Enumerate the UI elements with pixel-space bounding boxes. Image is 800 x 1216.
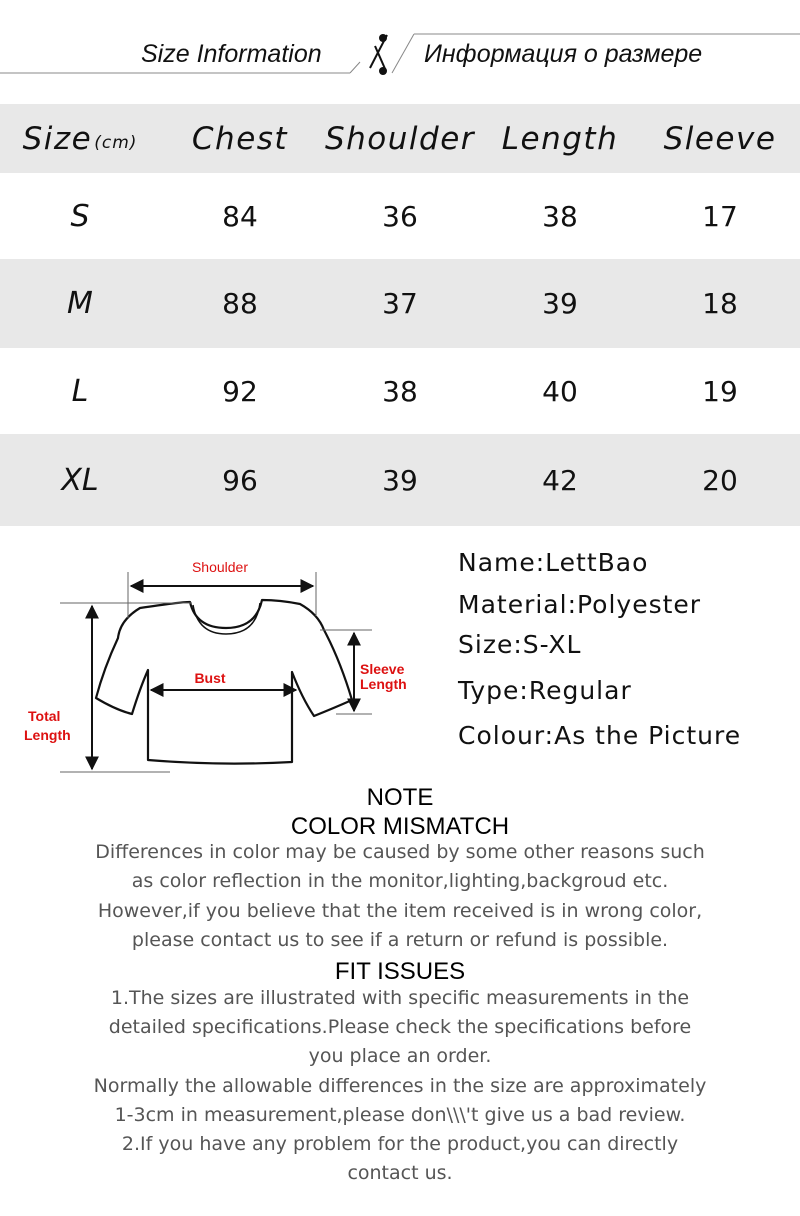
spec-size: Size:S-XL	[458, 630, 582, 659]
size-cell: L	[71, 373, 89, 409]
shoulder-cell: 37	[382, 287, 418, 320]
spec-name: Name:LettBao	[458, 548, 649, 577]
spec-type: Type:Regular	[458, 676, 632, 705]
table-row	[0, 434, 800, 526]
tshirt-measurement-diagram	[20, 548, 440, 784]
sleeve-cell: 18	[702, 287, 738, 320]
mismatch-line: Differences in color may be caused by some other reasons such	[95, 841, 705, 863]
shoulder-label: Shoulder	[191, 559, 249, 575]
sleeve-cell: 19	[702, 374, 738, 408]
length-cell: 40	[542, 374, 578, 408]
sleeve-length-label-1: Sleeve	[360, 661, 405, 677]
header-length: Length	[501, 120, 619, 157]
sleeve-length-label-2: Length	[360, 676, 407, 692]
fit-line: 2.If you have any problem for the product,you can directly	[121, 1133, 679, 1155]
header-title-ru: Информация о размере	[424, 40, 703, 68]
chest-cell: 84	[222, 199, 258, 233]
header-size	[0, 104, 160, 173]
length-cell: 38	[542, 199, 578, 233]
color-mismatch-title: COLOR MISMATCH	[290, 813, 510, 840]
table-header-row	[0, 104, 800, 173]
fit-line: detailed specifications.Please check the specifications before	[108, 1016, 692, 1038]
shoulder-cell: 36	[382, 199, 418, 233]
bust-label: Bust	[194, 670, 226, 686]
header-size-label: Size	[22, 120, 93, 157]
fit-line: 1-3cm in measurement,please don\\\'t give us a bad review.	[114, 1104, 686, 1126]
note-title: NOTE	[366, 784, 434, 811]
size-info-header	[0, 0, 800, 100]
mismatch-line: However,if you believe that the item received is in wrong color,	[97, 900, 703, 922]
mismatch-line: as color reflection in the monitor,lighting,backgroud etc.	[131, 870, 669, 892]
chest-cell: 88	[222, 287, 258, 320]
header-title-en: Size Information	[141, 40, 322, 68]
chest-cell: 92	[222, 374, 258, 408]
fit-line: contact us.	[347, 1162, 453, 1184]
header-shoulder: Shoulder	[324, 120, 476, 157]
shoulder-cell: 39	[382, 463, 418, 497]
size-cell: S	[70, 198, 90, 234]
size-cell: XL	[61, 462, 99, 498]
fit-issues-title: FIT ISSUES	[334, 958, 466, 985]
total-length-label-1: Total	[28, 708, 61, 724]
chest-cell: 96	[222, 463, 258, 497]
header-size-unit: (cm)	[94, 133, 138, 153]
spec-colour: Colour:As the Picture	[458, 721, 742, 750]
length-cell: 39	[542, 287, 578, 320]
shoulder-cell: 38	[382, 374, 418, 408]
spec-material: Material:Polyester	[458, 590, 702, 619]
header-chest: Chest	[191, 120, 289, 157]
length-cell: 42	[542, 463, 578, 497]
total-length-label-2: Length	[24, 727, 71, 743]
fit-line: 1.The sizes are illustrated with specific measurements in the	[110, 987, 690, 1009]
size-cell: M	[67, 286, 93, 321]
fit-line: Normally the allowable differences in the size are approximately	[93, 1075, 707, 1097]
fit-line: you place an order.	[308, 1045, 492, 1067]
header-sleeve: Sleeve	[663, 120, 777, 157]
table-row	[0, 259, 800, 348]
table-row	[0, 348, 800, 434]
mismatch-line: please contact us to see if a return or refund is possible.	[131, 929, 669, 951]
sleeve-cell: 17	[702, 199, 738, 233]
sleeve-cell: 20	[702, 463, 738, 497]
table-row	[0, 173, 800, 259]
